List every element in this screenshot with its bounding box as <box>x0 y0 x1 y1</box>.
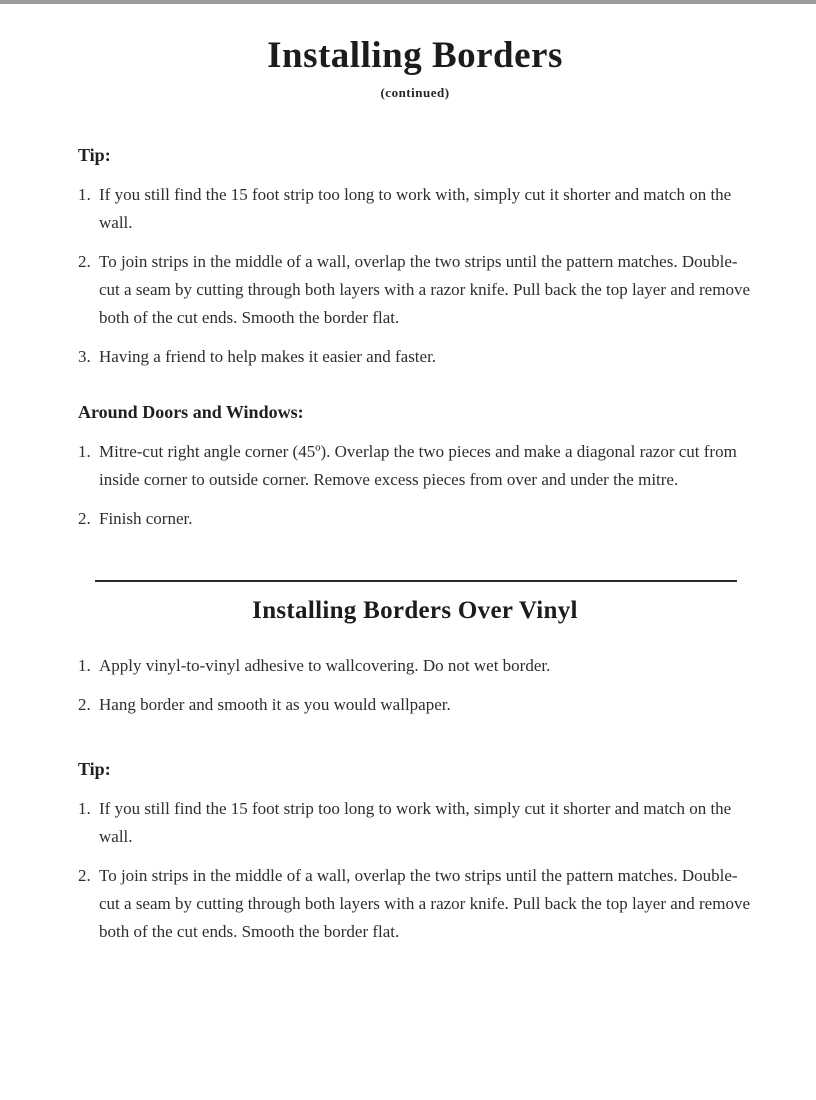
section-around-doors-windows <box>78 402 752 533</box>
list-item-text: Mitre-cut right angle corner (45º). Overlap the two pieces and make a diagonal razor cut from inside corner to outside corner. Remove excess pieces from over and under the mitre. <box>99 441 737 489</box>
list-item-number: 1. <box>78 441 91 461</box>
list-item <box>78 862 752 946</box>
list-item-text: Hang border and smooth it as you would wallpaper. <box>99 694 451 714</box>
list-item-number: 1. <box>78 798 91 818</box>
list-item <box>78 181 752 237</box>
list-item-number: 2. <box>78 865 91 885</box>
list-item-number: 2. <box>78 251 91 271</box>
section-heading-tip-second: Tip: <box>78 758 111 779</box>
list-item-number: 3. <box>78 346 91 366</box>
section-heading-around-doors: Around Doors and Windows: <box>78 401 304 422</box>
list-item-number: 1. <box>78 655 91 675</box>
page-title: Installing Borders <box>267 35 563 76</box>
list-item-number: 2. <box>78 694 91 714</box>
section-title-borders-over-vinyl: Installing Borders Over Vinyl <box>252 596 578 624</box>
list-item-text: If you still find the 15 foot strip too long to work with, simply cut it shorter and match on the wall. <box>99 184 732 232</box>
list-item <box>78 343 752 371</box>
list-item <box>78 438 752 494</box>
section-heading-tip-first: Tip: <box>78 144 111 165</box>
list-item-text: Finish corner. <box>99 508 193 528</box>
list-item-text: To join strips in the middle of a wall, overlap the two strips until the pattern matches. Double-cut a seam by cutting through both layers with a razor knife. Pull back the top layer and remove both of the cut ends. Smooth the border flat. <box>99 865 750 941</box>
list-item-text: Apply vinyl-to-vinyl adhesive to wallcovering. Do not wet border. <box>99 655 551 675</box>
section-tip-first <box>78 145 752 371</box>
document-page <box>0 4 816 957</box>
list-item <box>78 795 752 851</box>
section-borders-over-vinyl <box>78 597 752 719</box>
section-divider-rule <box>95 580 737 582</box>
list-item-number: 2. <box>78 508 91 528</box>
list-item <box>78 248 752 332</box>
list-item <box>78 505 752 533</box>
page-subtitle: (continued) <box>380 84 450 100</box>
list-item-text: If you still find the 15 foot strip too long to work with, simply cut it shorter and match on the wall. <box>99 798 732 846</box>
list-item-number: 1. <box>78 184 91 204</box>
section-tip-second <box>78 759 752 946</box>
list-item <box>78 652 752 680</box>
list-item <box>78 691 752 719</box>
list-item-text: To join strips in the middle of a wall, overlap the two strips until the pattern matches. Double-cut a seam by cutting through both layers with a razor knife. Pull back the top layer and remove both of the cut ends. Smooth the border flat. <box>99 251 750 327</box>
list-item-text: Having a friend to help makes it easier and faster. <box>99 346 437 366</box>
